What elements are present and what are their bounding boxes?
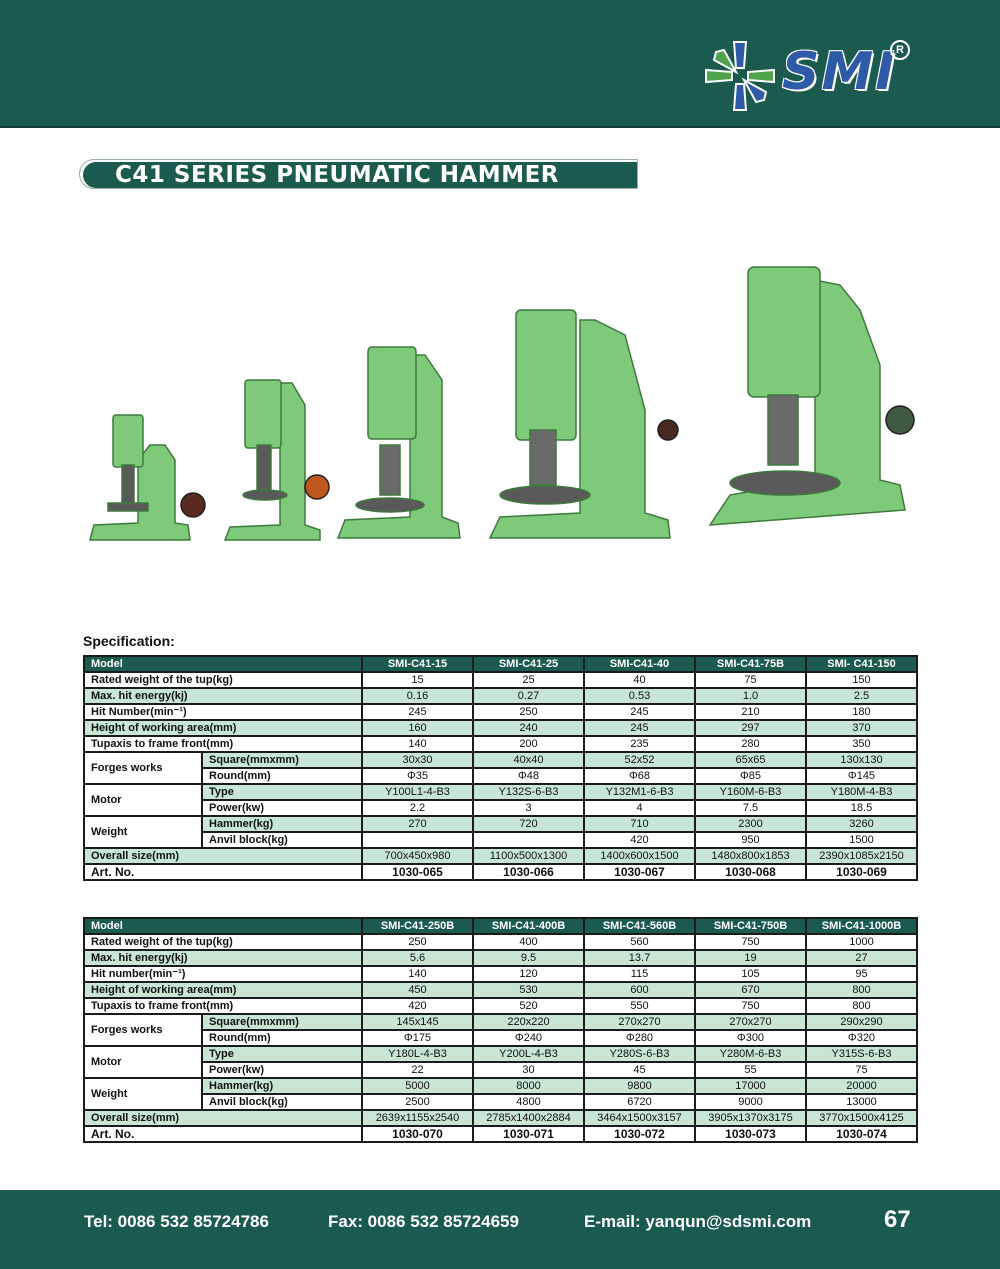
table-cell: 210: [695, 704, 806, 720]
row-label: Anvil block(kg): [202, 1094, 362, 1110]
table-cell: 530: [473, 982, 584, 998]
table-cell: 710: [584, 816, 695, 832]
row-label: Hammer(kg): [202, 1078, 362, 1094]
machine-c41-15: [90, 415, 205, 540]
page-title: C41 SERIES PNEUMATIC HAMMER: [115, 162, 559, 188]
table-cell: 550: [584, 998, 695, 1014]
group-label: Motor: [84, 784, 202, 816]
table-cell: 1030-066: [473, 864, 584, 880]
table-row: [84, 816, 917, 832]
spec-table-2: [83, 917, 918, 1143]
table-row: [84, 768, 917, 784]
group-label: Weight: [84, 1078, 202, 1110]
table-cell: 235: [584, 736, 695, 752]
table-cell: Φ175: [362, 1030, 473, 1046]
registered-mark: R: [890, 40, 910, 60]
row-label: Rated weight of the tup(kg): [84, 934, 362, 950]
model-cell: SMI-C41-75B: [695, 656, 806, 672]
table-cell: 450: [362, 982, 473, 998]
table-cell: 0.27: [473, 688, 584, 704]
group-label: Forges works: [84, 1014, 202, 1046]
model-cell: SMI-C41-250B: [362, 918, 473, 934]
table-cell: 245: [584, 720, 695, 736]
table-cell: 720: [473, 816, 584, 832]
table-row: [84, 704, 917, 720]
table-cell: Y180L-4-B3: [362, 1046, 473, 1062]
table-cell: Y160M-6-B3: [695, 784, 806, 800]
table-cell: 200: [473, 736, 584, 752]
table-row: [84, 1030, 917, 1046]
table-cell: 1030-072: [584, 1126, 695, 1142]
table-cell: 250: [473, 704, 584, 720]
row-label: Art. No.: [84, 864, 362, 880]
table-cell: 3905x1370x3175: [695, 1110, 806, 1126]
table-row: [84, 950, 917, 966]
table-cell: 180: [806, 704, 917, 720]
table-cell: 270x270: [584, 1014, 695, 1030]
table-row: [84, 982, 917, 998]
table-cell: 220x220: [473, 1014, 584, 1030]
table-cell: 17000: [695, 1078, 806, 1094]
table-cell: 120: [473, 966, 584, 982]
table-cell: 1030-069: [806, 864, 917, 880]
table-cell: 150: [806, 672, 917, 688]
table-row: [84, 736, 917, 752]
table-cell: 800: [806, 998, 917, 1014]
table-row: [84, 1046, 917, 1062]
table-cell: 290x290: [806, 1014, 917, 1030]
table-cell: 3770x1500x4125: [806, 1110, 917, 1126]
table-cell: 45: [584, 1062, 695, 1078]
table-cell: Φ48: [473, 768, 584, 784]
table-cell: 245: [362, 704, 473, 720]
group-label: Motor: [84, 1046, 202, 1078]
table-cell: Φ145: [806, 768, 917, 784]
table-cell: 270x270: [695, 1014, 806, 1030]
machine-c41-150: [710, 267, 914, 525]
table-row: [84, 1078, 917, 1094]
table-cell: 27: [806, 950, 917, 966]
row-label: Tupaxis to frame front(mm): [84, 736, 362, 752]
table-cell: 19: [695, 950, 806, 966]
table-cell: 370: [806, 720, 917, 736]
table-row: [84, 1014, 917, 1030]
row-label: Power(kw): [202, 800, 362, 816]
table-cell: 52x52: [584, 752, 695, 768]
row-label: Round(mm): [202, 768, 362, 784]
table-row: [84, 1094, 917, 1110]
table-cell: 95: [806, 966, 917, 982]
specification-label: Specification:: [83, 633, 175, 649]
model-cell: SMI-C41-400B: [473, 918, 584, 934]
table-cell: 3464x1500x3157: [584, 1110, 695, 1126]
table-cell: 0.16: [362, 688, 473, 704]
table-cell: 13.7: [584, 950, 695, 966]
table-cell: 22: [362, 1062, 473, 1078]
table-row: [84, 720, 917, 736]
table-row: [84, 1110, 917, 1126]
table-cell: 2785x1400x2884: [473, 1110, 584, 1126]
table-cell: 40: [584, 672, 695, 688]
table-cell: 2300: [695, 816, 806, 832]
table-cell: Φ320: [806, 1030, 917, 1046]
table-cell: 8000: [473, 1078, 584, 1094]
row-label: Type: [202, 1046, 362, 1062]
table-cell: 15: [362, 672, 473, 688]
table-cell: 1030-068: [695, 864, 806, 880]
table-cell: 2390x1085x2150: [806, 848, 917, 864]
table-row: [84, 800, 917, 816]
table-cell: 140: [362, 966, 473, 982]
model-cell: SMI-C41-1000B: [806, 918, 917, 934]
table-cell: Φ280: [584, 1030, 695, 1046]
table-cell: Φ300: [695, 1030, 806, 1046]
table-cell: 400: [473, 934, 584, 950]
table-cell: 1100x500x1300: [473, 848, 584, 864]
row-label: Hammer(kg): [202, 816, 362, 832]
table-cell: 420: [584, 832, 695, 848]
table-cell: Φ35: [362, 768, 473, 784]
table-cell: 1030-067: [584, 864, 695, 880]
table-row: [84, 672, 917, 688]
table-cell: 2.5: [806, 688, 917, 704]
table-cell: 55: [695, 1062, 806, 1078]
table-cell: Φ85: [695, 768, 806, 784]
table-cell: 600: [584, 982, 695, 998]
row-label: Hit Number(min⁻¹): [84, 704, 362, 720]
art-no-row: [84, 864, 917, 880]
group-label: Forges works: [84, 752, 202, 784]
table-header-row: [84, 918, 917, 934]
table-cell: 950: [695, 832, 806, 848]
row-label: Tupaxis to frame front(mm): [84, 998, 362, 1014]
table-cell: 1030-073: [695, 1126, 806, 1142]
header-label: Model: [84, 656, 362, 672]
table-row: [84, 752, 917, 768]
model-cell: SMI-C41-15: [362, 656, 473, 672]
row-label: Power(kw): [202, 1062, 362, 1078]
table-cell: 30: [473, 1062, 584, 1078]
spec-table-1: [83, 655, 918, 881]
table-cell: [362, 832, 473, 848]
table-cell: 40x40: [473, 752, 584, 768]
row-label: Height of working area(mm): [84, 982, 362, 998]
table-row: [84, 934, 917, 950]
footer-tel: Tel: 0086 532 85724786: [84, 1212, 269, 1231]
table-row: [84, 1062, 917, 1078]
table-cell: 750: [695, 998, 806, 1014]
table-cell: 1030-074: [806, 1126, 917, 1142]
model-cell: SMI-C41-560B: [584, 918, 695, 934]
table-cell: 240: [473, 720, 584, 736]
table-cell: 115: [584, 966, 695, 982]
table-cell: 1.0: [695, 688, 806, 704]
table-cell: 420: [362, 998, 473, 1014]
table-cell: 520: [473, 998, 584, 1014]
model-cell: SMI- C41-150: [806, 656, 917, 672]
table-cell: 1400x600x1500: [584, 848, 695, 864]
table-cell: 65x65: [695, 752, 806, 768]
table-cell: 18.5: [806, 800, 917, 816]
table-cell: 1030-065: [362, 864, 473, 880]
page-footer: [0, 1190, 1000, 1269]
table-cell: 800: [806, 982, 917, 998]
row-label: Hit number(min⁻¹): [84, 966, 362, 982]
table-cell: 560: [584, 934, 695, 950]
title-bar: [83, 162, 638, 188]
table-cell: Φ68: [584, 768, 695, 784]
table-header-row: [84, 656, 917, 672]
row-label: Overall size(mm): [84, 848, 362, 864]
table-cell: 145x145: [362, 1014, 473, 1030]
footer-email[interactable]: E-mail: yanqun@sdsmi.com: [584, 1212, 812, 1231]
table-cell: 1500: [806, 832, 917, 848]
table-cell: 250: [362, 934, 473, 950]
model-cell: SMI-C41-25: [473, 656, 584, 672]
machine-c41-25: [225, 380, 329, 540]
machine-c41-75b: [490, 310, 678, 538]
table-cell: 75: [695, 672, 806, 688]
smi-logo: [700, 36, 915, 116]
footer-fax: Fax: 0086 532 85724659: [328, 1212, 519, 1231]
group-label: Weight: [84, 816, 202, 848]
table-cell: 5.6: [362, 950, 473, 966]
table-cell: 30x30: [362, 752, 473, 768]
table-cell: 700x450x980: [362, 848, 473, 864]
row-label: Square(mmxmm): [202, 752, 362, 768]
table-row: [84, 848, 917, 864]
table-cell: Φ240: [473, 1030, 584, 1046]
table-cell: 3: [473, 800, 584, 816]
table-cell: 297: [695, 720, 806, 736]
table-cell: 2500: [362, 1094, 473, 1110]
table-cell: 1030-071: [473, 1126, 584, 1142]
table-cell: 130x130: [806, 752, 917, 768]
table-cell: 4800: [473, 1094, 584, 1110]
table-cell: 1480x800x1853: [695, 848, 806, 864]
table-cell: Y315S-6-B3: [806, 1046, 917, 1062]
logo-text: SMI: [782, 42, 897, 102]
table-row: [84, 966, 917, 982]
table-cell: 750: [695, 934, 806, 950]
table-cell: Y280M-6-B3: [695, 1046, 806, 1062]
table-cell: 25: [473, 672, 584, 688]
table-cell: 245: [584, 704, 695, 720]
table-cell: Y280S-6-B3: [584, 1046, 695, 1062]
table-cell: [473, 832, 584, 848]
row-label: Art. No.: [84, 1126, 362, 1142]
row-label: Type: [202, 784, 362, 800]
table-cell: 20000: [806, 1078, 917, 1094]
row-label: Square(mmxmm): [202, 1014, 362, 1030]
table-row: [84, 998, 917, 1014]
table-cell: 75: [806, 1062, 917, 1078]
table-cell: 6720: [584, 1094, 695, 1110]
table-cell: 7.5: [695, 800, 806, 816]
table-cell: 280: [695, 736, 806, 752]
table-row: [84, 832, 917, 848]
table-cell: 3260: [806, 816, 917, 832]
table-cell: 105: [695, 966, 806, 982]
table-cell: 9000: [695, 1094, 806, 1110]
row-label: Anvil block(kg): [202, 832, 362, 848]
table-cell: Y180M-4-B3: [806, 784, 917, 800]
table-cell: Y100L1-4-B3: [362, 784, 473, 800]
table-cell: 670: [695, 982, 806, 998]
art-no-row: [84, 1126, 917, 1142]
table-cell: Y132S-6-B3: [473, 784, 584, 800]
table-cell: 5000: [362, 1078, 473, 1094]
row-label: Round(mm): [202, 1030, 362, 1046]
page-number: 67: [884, 1206, 911, 1233]
row-label: Max. hit energy(kj): [84, 688, 362, 704]
table-cell: Y132M1-6-B3: [584, 784, 695, 800]
row-label: Rated weight of the tup(kg): [84, 672, 362, 688]
table-cell: 4: [584, 800, 695, 816]
row-label: Max. hit energy(kj): [84, 950, 362, 966]
logo-mark-icon: [700, 36, 780, 116]
machine-c41-40: [338, 347, 460, 538]
table-cell: 13000: [806, 1094, 917, 1110]
table-cell: 9800: [584, 1078, 695, 1094]
table-cell: 160: [362, 720, 473, 736]
table-cell: 140: [362, 736, 473, 752]
table-cell: 270: [362, 816, 473, 832]
header-label: Model: [84, 918, 362, 934]
table-cell: 1000: [806, 934, 917, 950]
page-header: [0, 0, 1000, 128]
table-cell: 350: [806, 736, 917, 752]
table-cell: 1030-070: [362, 1126, 473, 1142]
model-cell: SMI-C41-40: [584, 656, 695, 672]
hammer-machines-photo: [80, 255, 920, 555]
table-cell: 2639x1155x2540: [362, 1110, 473, 1126]
model-cell: SMI-C41-750B: [695, 918, 806, 934]
table-cell: 0.53: [584, 688, 695, 704]
row-label: Height of working area(mm): [84, 720, 362, 736]
table-row: [84, 688, 917, 704]
row-label: Overall size(mm): [84, 1110, 362, 1126]
table-cell: 2.2: [362, 800, 473, 816]
table-cell: 9.5: [473, 950, 584, 966]
table-cell: Y200L-4-B3: [473, 1046, 584, 1062]
table-row: [84, 784, 917, 800]
